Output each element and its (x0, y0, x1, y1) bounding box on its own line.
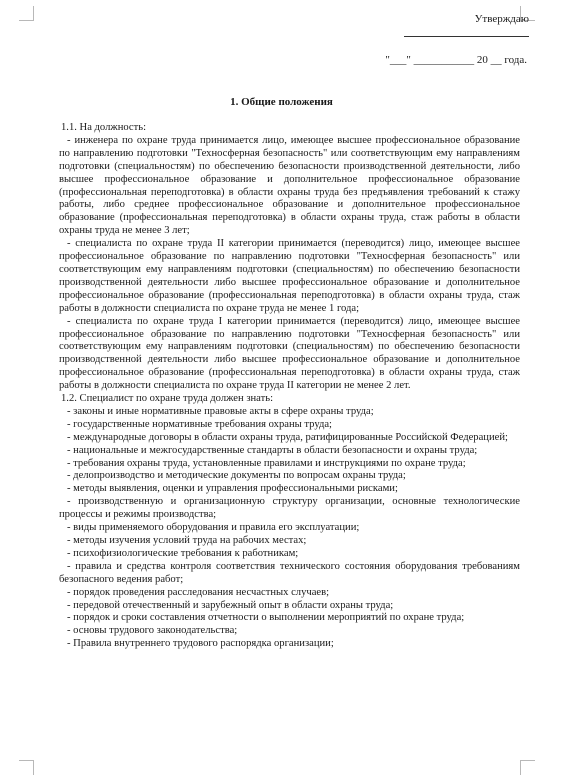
paragraph: - психофизиологические требования к работникам; (67, 547, 299, 559)
paragraph: - Правила внутреннего трудового распорядка организации; (67, 638, 334, 650)
paragraph: - специалиста по охране труда I категории принимается (переводится) лицо, имеющее высшее профессиональное образование по направлению подготовки "Техносферная безопасность" или соответствующим ему направлениям подготовки (специальностям) по обеспечению безопасности производственной деятельности либо высшее профессиональное образование и дополнительное профессиональное образование (профессиональная переподготовка) в области охраны труда, стаж работы в должности специалиста по охране труда II категории не менее 2 лет. (59, 315, 520, 392)
paragraph: - международные договоры в области охраны труда, ратифицированные Российской Федерацией; (67, 431, 508, 443)
paragraph: - делопроизводство и методические документы по вопросам охраны труда; (67, 470, 406, 482)
paragraph: - государственные нормативные требования охраны труда; (67, 418, 332, 430)
page-corner-mark (19, 6, 34, 21)
approval-label: Утверждаю (474, 13, 529, 25)
paragraph: - инженера по охране труда принимается лицо, имеющее высшее профессиональное образование по направлению подготовки "Техносферная безопасность" или соответствующим ему направлениям подготовки (специальностям) по обеспечению безопасности производственной деятельности, либо высшее профессиональное образование и дополнительное профессиональное образование (профессиональная переподготовка) в области охраны труда без предъявления требований к стажу работы, либо среднее профессиональное образование и дополнительное профессиональное образование (профессиональная переподготовка) в области охраны труда, стаж работы в области охраны труда не менее 3 лет; (59, 134, 520, 237)
signature-line (404, 36, 529, 37)
section-title: 1. Общие положения (230, 96, 333, 108)
paragraph: - правила и средства контроля соответствия технического состояния оборудования требованиям безопасного ведения работ; (59, 560, 520, 585)
approval-date: "___" ___________ 20 __ года. (385, 54, 527, 66)
paragraph: - требования охраны труда, установленные правилами и инструкциями по охране труда; (67, 457, 466, 469)
paragraph: - основы трудового законодательства; (67, 625, 238, 637)
paragraph: - порядок и сроки составления отчетности о выполнении мероприятий по охране труда; (67, 612, 465, 624)
paragraph: - методы изучения условий труда на рабочих местах; (67, 535, 307, 546)
document-body (59, 122, 520, 651)
paragraph: 1.1. На должность: (61, 122, 147, 133)
paragraph: - методы выявления, оценки и управления профессиональными рисками; (67, 483, 398, 495)
page-corner-mark (520, 760, 535, 775)
page-corner-mark (19, 760, 34, 775)
paragraph: - передовой отечественный и зарубежный опыт в области охраны труда; (67, 599, 394, 611)
paragraph: - национальные и межгосударственные стандарты в области безопасности и охраны труда; (67, 444, 478, 456)
paragraph: - производственную и организационную структуру организации, основные технологические процессы и режимы производства; (59, 496, 520, 521)
paragraph: - порядок проведения расследования несчастных случаев; (67, 586, 330, 598)
paragraph: - виды применяемого оборудования и правила его эксплуатации; (67, 522, 360, 534)
paragraph: - законы и иные нормативные правовые акты в сфере охраны труда; (67, 405, 374, 417)
paragraph: 1.2. Специалист по охране труда должен знать: (61, 393, 274, 405)
paragraph: - специалиста по охране труда II категории принимается (переводится) лицо, имеющее высшее профессиональное образование по направлению подготовки "Техносферная безопасность" или соответствующим ему направлениям подготовки (специальностям) по обеспечению безопасности производственной деятельности либо высшее профессиональное образование и дополнительное профессиональное образование (профессиональная переподготовка) в области охраны труда, стаж работы в должности специалиста по охране труда не менее 1 года; (59, 238, 520, 314)
